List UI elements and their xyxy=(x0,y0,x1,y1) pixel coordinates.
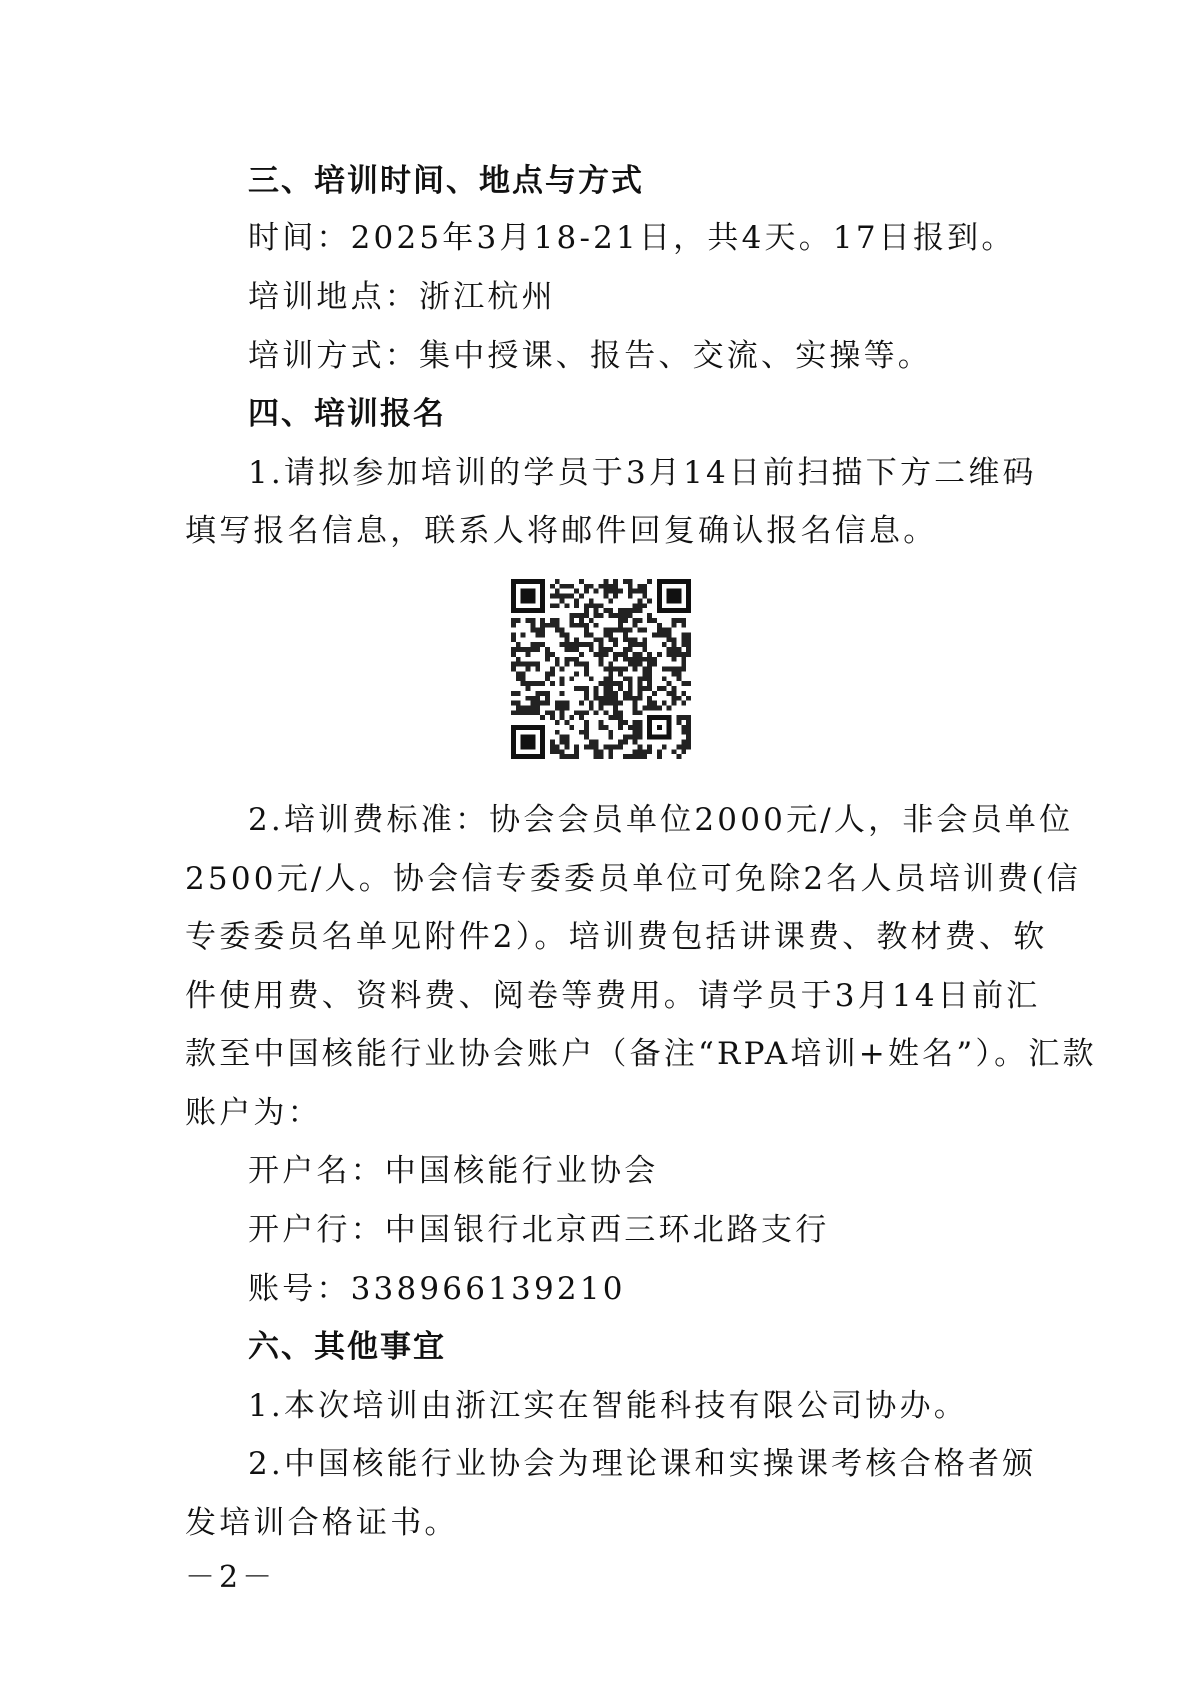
other-item-2-line-2: 发培训合格证书。 xyxy=(185,1505,459,1541)
section-4-heading: 四、培训报名 xyxy=(248,396,446,432)
registration-para-line-2: 填写报名信息，联系人将邮件回复确认报名信息。 xyxy=(185,513,938,549)
training-method: 培训方式：集中授课、报告、交流、实操等。 xyxy=(248,338,932,374)
page-number: －2－ xyxy=(185,1560,277,1595)
fee-para-line-4: 件使用费、资料费、阅卷等费用。请学员于3月14日前汇 xyxy=(185,978,1041,1014)
other-item-1: 1.本次培训由浙江实在智能科技有限公司协办。 xyxy=(248,1388,968,1424)
section-3-heading: 三、培训时间、地点与方式 xyxy=(248,163,644,199)
fee-para-line-1: 2.培训费标准：协会会员单位2000元/人，非会员单位 xyxy=(248,802,1074,838)
account-number: 账号：338966139210 xyxy=(248,1271,626,1307)
registration-qr-code[interactable] xyxy=(511,579,691,759)
registration-para-line-1: 1.请拟参加培训的学员于3月14日前扫描下方二维码 xyxy=(248,455,1037,491)
training-time: 时间：2025年3月18-21日，共4天。17日报到。 xyxy=(248,220,1016,256)
training-location: 培训地点：浙江杭州 xyxy=(248,279,556,315)
account-name: 开户名：中国核能行业协会 xyxy=(248,1153,659,1189)
account-bank: 开户行：中国银行北京西三环北路支行 xyxy=(248,1212,830,1248)
other-item-2-line-1: 2.中国核能行业协会为理论课和实操课考核合格者颁 xyxy=(248,1446,1037,1482)
fee-para-line-6: 账户为： xyxy=(185,1095,322,1131)
fee-para-line-5: 款至中国核能行业协会账户（备注“RPA培训+姓名”）。汇款 xyxy=(185,1036,1097,1072)
fee-para-line-3: 专委委员名单见附件2）。培训费包括讲课费、教材费、软 xyxy=(185,919,1048,955)
fee-para-line-2: 2500元/人。协会信专委委员单位可免除2名人员培训费(信 xyxy=(185,861,1081,897)
section-6-heading: 六、其他事宜 xyxy=(248,1329,446,1365)
